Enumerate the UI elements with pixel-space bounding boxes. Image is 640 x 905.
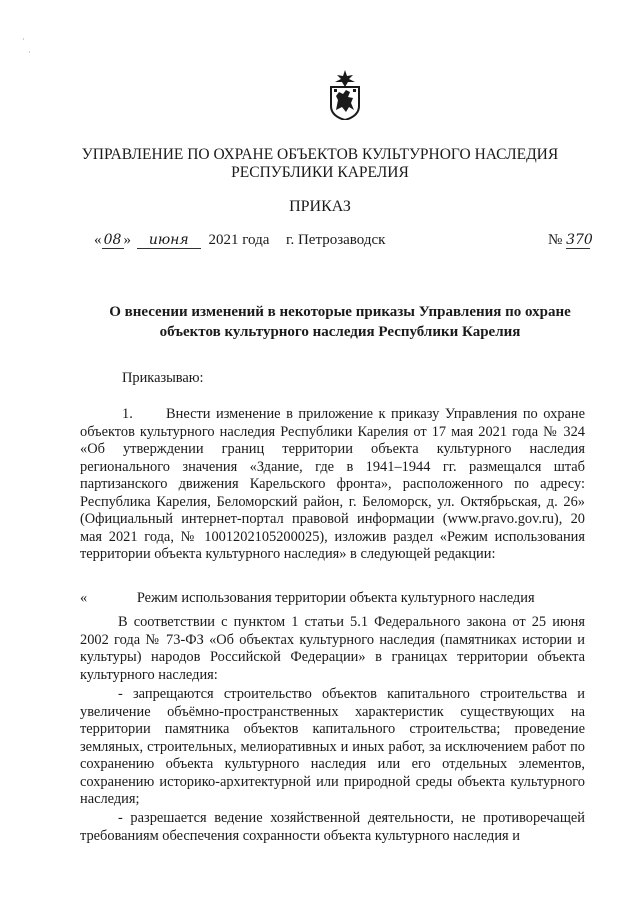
document-date [94, 232, 269, 249]
section-open-quote: « [80, 590, 88, 606]
date-month: июня [137, 232, 201, 249]
title-line2: объектов культурного наследия Республики Карелия [159, 324, 521, 340]
date-close-quote: » [123, 232, 131, 248]
date-open-quote: « [94, 232, 102, 248]
prohibition-paragraph-text: - запрещаются строительство объектов капитального строительства и увеличение объёмно-пространственных характеристик существующих на территории памятника объектов капитального строительства; проведение земляных, строительных, мелиоративных и иных работ, за исключением работ по сохранению объекта культурного наследия или его отдельных элементов, сохранению историко-архитектурной или природной среды объекта культурного наследия; [80, 686, 585, 807]
organization-name-line1: УПРАВЛЕНИЕ ПО ОХРАНЕ ОБЪЕКТОВ КУЛЬТУРНОГО НАСЛЕДИЯ [81, 146, 559, 163]
document-number [548, 232, 593, 249]
scan-mark: · [22, 35, 25, 44]
order-word: Приказываю: [122, 370, 204, 386]
law-paragraph-text: В соответствии с пунктом 1 статьи 5.1 Федерального закона от 25 июня 2002 года № 73-ФЗ «Об объектах культурного наследия (памятниках истории и культуры) народов Российской Федерации» в границах территории объекта культурного наследия: [80, 614, 585, 683]
item-1-text: 1. Внести изменение в приложение к приказу Управления по охране объектов культурного наследия Республики Карелия от 17 мая 2021 года № 324 «Об утверждении границ территории объекта культурного наследия регионального значения «Здание, где в 1941–1944 гг. размещался штаб партизанского движения Карельского фронта», расположенного по адресу: Республика Карелия, Беломорский район, г. Беломорск, ул. Октябрьская, д. 26» (Официальный интернет-портал правовой информации (www.pravo.gov.ru), 20 мая 2021 года, № 1001202105200025), изложив раздел «Режим использования территории объекта культурного наследия» в следующей редакции: [80, 406, 585, 562]
document-type: ПРИКАЗ [289, 198, 351, 215]
document-title [90, 302, 590, 342]
allowed-paragraph [80, 810, 585, 845]
prohibition-paragraph [80, 686, 585, 809]
title-line1: О внесении изменений в некоторые приказы Управления по охране [109, 304, 571, 320]
karelia-coat-of-arms-icon [328, 70, 362, 120]
scan-mark: · [28, 48, 31, 57]
section-title: Режим использования территории объекта культурного наследия [136, 590, 535, 606]
law-paragraph [80, 614, 585, 684]
date-day: 08 [102, 232, 124, 249]
item-1-paragraph [80, 406, 585, 564]
number-label: № [548, 232, 563, 248]
date-year: 2021 года [208, 232, 270, 248]
number-value: 370 [566, 232, 593, 248]
organization-name-line2: РЕСПУБЛИКИ КАРЕЛИЯ [231, 164, 409, 181]
document-city: г. Петрозаводск [286, 232, 386, 248]
section-heading [80, 590, 590, 607]
allowed-paragraph-text: - разрешается ведение хозяйственной деятельности, не противоречащей требованиям обеспечения сохранности объекта культурного наследия и [80, 810, 585, 844]
